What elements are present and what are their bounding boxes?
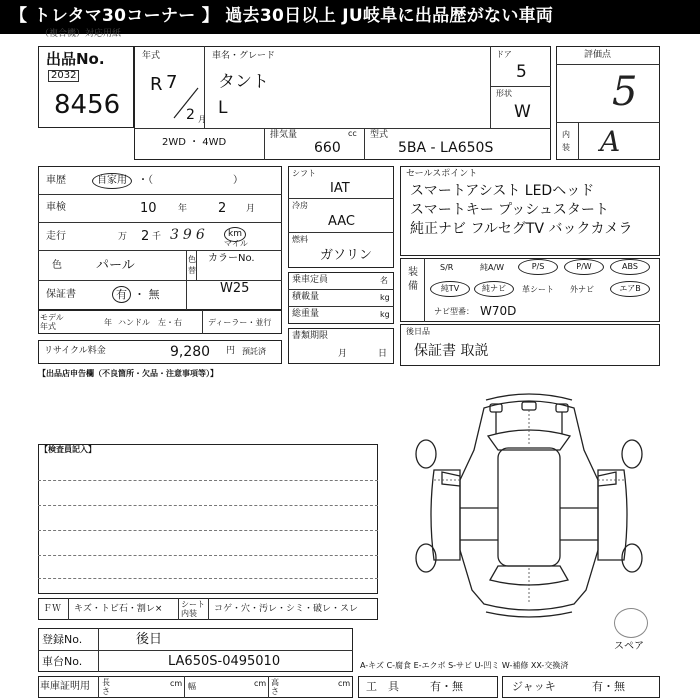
cert-height-cm: cm: [338, 679, 351, 688]
fuel-value: ガソリン: [320, 248, 373, 263]
handle-lr: 左・右: [158, 318, 182, 327]
model-name: タント: [218, 72, 269, 92]
damage-legend: A-キズ C-腐食 E-エクボ S-サビ U-凹ミ W-補修 XX-交換済: [360, 661, 569, 670]
ac-value: AAC: [328, 214, 355, 229]
shape-value: W: [514, 102, 531, 122]
storage-label: 書類期限: [292, 331, 329, 341]
equip-leather: 革シート: [522, 285, 554, 294]
interior-label: 内装: [562, 130, 570, 152]
color-code: W25: [220, 281, 250, 296]
shift-value: IAT: [330, 181, 350, 196]
recycle-note: 預託済: [242, 347, 266, 356]
inspection-label: 車検: [46, 202, 66, 213]
dealer-label: ディーラー・並行: [208, 318, 272, 327]
equip-ext-navi: 外ナビ: [570, 285, 594, 294]
cert-width-cm: cm: [254, 679, 267, 688]
storage-month: 月: [338, 349, 348, 359]
fw-label: ＦＷ: [43, 604, 62, 614]
warranty-yes: 有: [112, 286, 131, 303]
color-value: パール: [96, 258, 135, 273]
score-value: 5: [612, 69, 638, 115]
sales-point-line-3: 純正ナビ フルセグTV バックカメラ: [410, 221, 633, 237]
cert-height: 高さ: [271, 678, 279, 696]
shift-label: シフト: [292, 169, 316, 178]
recycle-value: 9,280: [170, 344, 211, 360]
equip-sr: S/R: [440, 263, 454, 272]
mileage-km: km: [224, 227, 246, 242]
recycle-unit: 円: [226, 346, 236, 356]
drive-type: 2WD ・ 4WD: [162, 137, 227, 148]
lot-code: 2032: [48, 70, 79, 82]
recycle-label: リサイクル料金: [44, 346, 106, 356]
equip-alloy: 純A/W: [480, 263, 505, 272]
type-code-label: 型式: [370, 130, 389, 140]
seller-notes-label: 【出品店申告欄（不良箇所・欠品・注意事項等）】: [38, 369, 218, 378]
registration-label: 登録No.: [42, 633, 83, 646]
sales-points-label: セールスポイント: [406, 169, 478, 179]
load-label: 積載量: [292, 292, 320, 302]
capacity-label: 乗車定員: [292, 275, 329, 285]
mileage-man-unit: 万: [118, 232, 128, 242]
model-year-year: 年: [104, 318, 112, 327]
sheet-subtitle: （複合機）対応用紙: [40, 29, 122, 39]
spare-label: スペア: [614, 641, 644, 652]
inspection-month: 2: [218, 201, 227, 216]
interior-value: A: [600, 125, 621, 158]
inspection-year: 10: [140, 201, 157, 216]
chassis-label: 車台No.: [42, 655, 83, 668]
shape-label: 形状: [496, 89, 512, 98]
equip-tv: 純TV: [430, 281, 470, 297]
displacement-value: 660: [314, 140, 341, 156]
cert-width: 幅: [188, 682, 196, 691]
equipment-label: 装備: [408, 267, 418, 292]
doors-label: ドア: [496, 50, 512, 59]
model-label: 車名・グレード: [212, 51, 276, 61]
equip-airbag: エアB: [610, 281, 650, 297]
sales-point-line-2: スマートキー プッシュスタート: [410, 202, 609, 218]
ac-label: 冷房: [292, 201, 308, 210]
spare-tire-icon: [614, 608, 648, 638]
jack-label: ジャッキ: [512, 680, 556, 693]
garage-cert-label: 車庫証明用: [40, 681, 90, 692]
warranty-label: 保証書: [46, 289, 76, 300]
navi-model-label: ナビ型番：: [434, 307, 474, 316]
score-label: 評価点: [584, 50, 612, 60]
year-month: 2: [186, 107, 195, 123]
later-label: 後日品: [406, 327, 430, 336]
mileage-mile: マイル: [224, 239, 248, 248]
later-value: 保証書 取説: [414, 343, 489, 359]
year-label: 年式: [142, 51, 161, 61]
seat-items: コゲ・穴・汚レ・シミ・破レ・スレ: [214, 604, 359, 614]
history-label: 車歴: [46, 175, 66, 186]
chassis-value: LA650S-0495010: [168, 654, 281, 669]
sales-point-line-1: スマートアシスト LEDヘッド: [410, 183, 595, 199]
history-value: 自家用: [92, 173, 132, 189]
year-value: 7: [166, 72, 178, 93]
year-month-unit: 月: [198, 115, 206, 124]
cert-length-cm: cm: [170, 679, 183, 688]
mileage-label: 走行: [46, 231, 66, 242]
displacement-unit: cc: [348, 129, 357, 138]
mileage-man-value: 2: [141, 229, 150, 244]
history-rest: ・（ ）: [138, 175, 243, 186]
jack-value: 有・無: [592, 680, 625, 693]
model-year-label: モデル年式: [40, 313, 64, 331]
type-code-value: 5BA - LA650S: [398, 140, 494, 156]
equip-navi: 純ナビ: [474, 281, 514, 297]
seat-label: シート内装: [181, 600, 205, 618]
mileage-sen-unit: 千: [152, 232, 162, 242]
mileage-digits: 396: [170, 227, 209, 243]
doors-value: 5: [516, 62, 527, 82]
registration-value: 後日: [136, 632, 163, 647]
car-damage-diagram: [398, 390, 660, 622]
year-era: R: [150, 74, 163, 95]
displacement-label: 排気量: [270, 130, 298, 140]
color-label: 色: [52, 260, 62, 271]
equip-pw: P/W: [564, 259, 604, 275]
equip-ps: P/S: [518, 259, 558, 275]
capacity-unit: 名: [380, 276, 388, 285]
banner-text: 【 トレタマ30コーナー 】 過去30日以上 JU岐阜に出品歴がない車両: [10, 6, 554, 26]
lot-number: 8456: [54, 90, 121, 120]
handle-label: ハンドル: [118, 318, 150, 327]
fuel-label: 燃料: [292, 235, 308, 244]
model-grade: L: [218, 98, 228, 118]
storage-day: 日: [378, 349, 388, 359]
tools-value: 有・無: [430, 680, 463, 693]
equip-abs: ABS: [610, 259, 650, 275]
navi-model: W70D: [480, 304, 517, 318]
inspection-year-unit: 年: [178, 204, 188, 214]
fw-items: キズ・トビ石・割レ×: [74, 604, 163, 614]
inspection-month-unit: 月: [246, 204, 256, 214]
weight-label: 総重量: [292, 309, 320, 319]
lot-label: 出品No.: [46, 50, 105, 68]
warranty-no: ・ 無: [134, 288, 160, 301]
tools-label: 工 具: [366, 680, 399, 693]
load-unit: kg: [380, 293, 390, 302]
inspector-box: [38, 444, 378, 594]
color-code-label: カラーNo.: [208, 253, 255, 264]
weight-unit: kg: [380, 310, 390, 319]
color-change-label: 色替: [188, 255, 196, 275]
inspector-label: 【検査員記入】: [40, 445, 96, 454]
cert-length: 長さ: [102, 678, 110, 696]
